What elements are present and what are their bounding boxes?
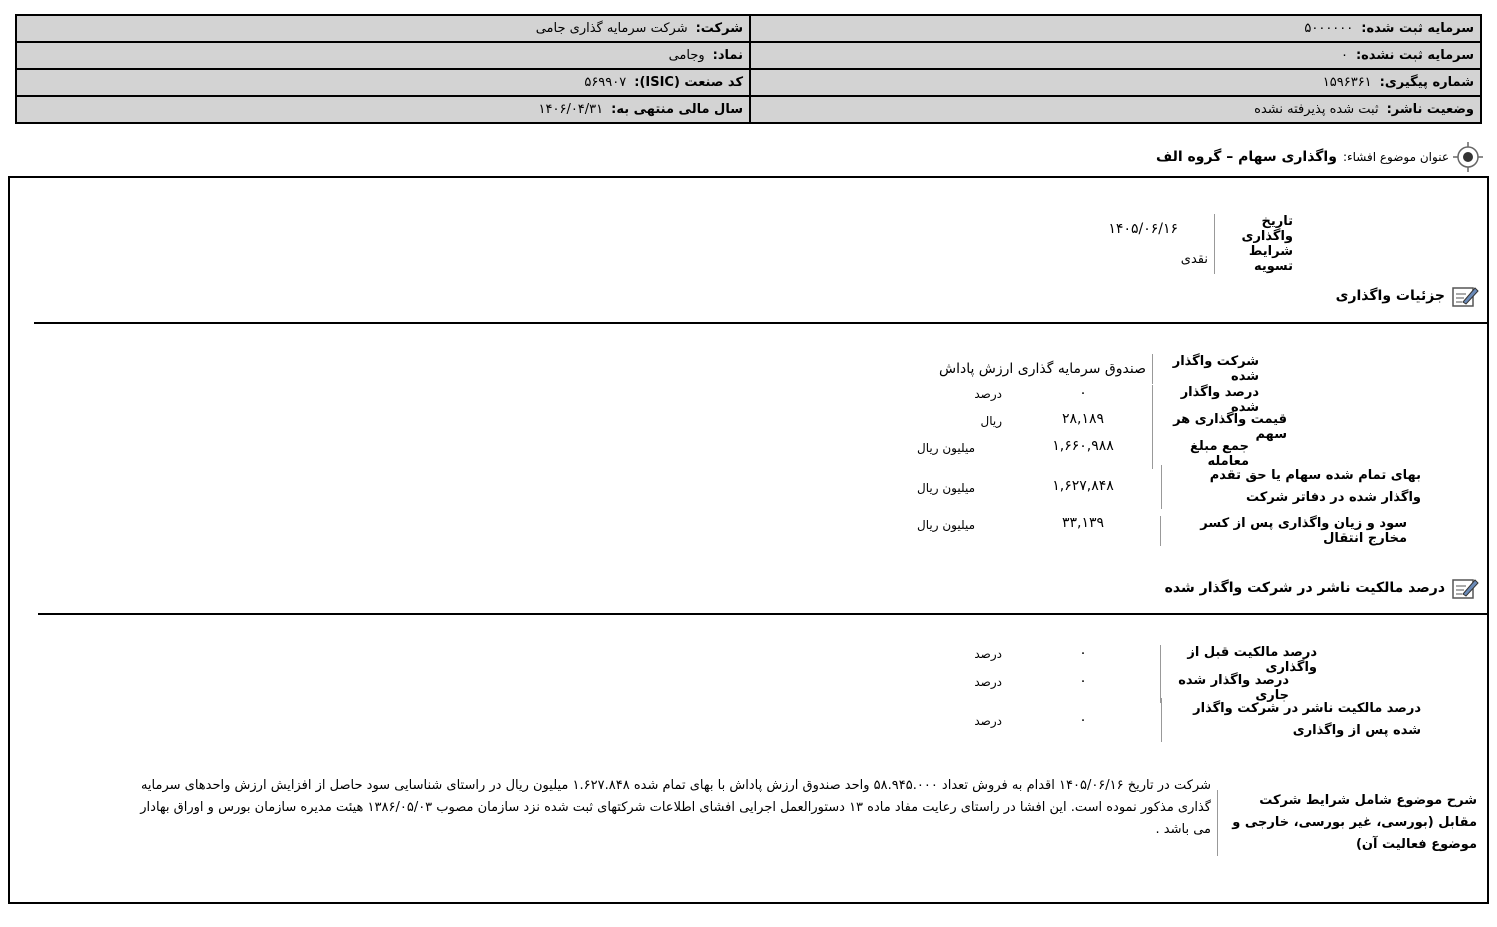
status-cell [750, 96, 1481, 123]
ownership-title: درصد مالکیت ناشر در شرکت واگذار شده [1164, 580, 1445, 596]
current-transfer-value: ۰ [1079, 673, 1087, 689]
ownership-section-header [1165, 576, 1479, 600]
isic-value: ۵۶۹۹۰۷ [584, 75, 627, 90]
details-divider [34, 322, 1489, 324]
profit-row [1160, 516, 1407, 546]
symbol-value: وجامی [668, 48, 705, 63]
transferred-company-row [939, 354, 1259, 384]
unreg-capital-cell [750, 42, 1481, 69]
fiscal-cell [16, 96, 750, 123]
company-value: شرکت سرمایه گذاری جامی [535, 21, 688, 36]
ownership-after-row [1161, 698, 1421, 742]
symbol-label: نماد: [712, 48, 743, 63]
symbol-cell [16, 42, 750, 69]
tracking-cell [750, 69, 1481, 96]
ownership-after-label: درصد مالکیت ناشر در شرکت واگذار شده پس از واگذاری [1161, 698, 1421, 742]
total-amount-unit: میلیون ریال [917, 441, 975, 455]
total-amount-label: جمع مبلغ معامله [1152, 439, 1249, 469]
company-info-table [15, 14, 1482, 124]
company-cell [16, 15, 750, 42]
ownership-divider [38, 613, 1489, 615]
ownership-before-label: درصد مالکیت قبل از واگذاری [1160, 645, 1317, 675]
ownership-after-unit: درصد [974, 714, 1002, 728]
share-price-row [1152, 412, 1287, 442]
reg-capital-cell [750, 15, 1481, 42]
target-icon [1453, 142, 1483, 172]
settlement-value: نقدی [1180, 251, 1208, 267]
fiscal-label: سال مالی منتهی به: [611, 102, 743, 117]
ownership-before-row [1160, 645, 1317, 675]
company-label: شرکت: [695, 21, 743, 36]
status-value: ثبت شده پذیرفته نشده [1254, 102, 1379, 117]
unreg-capital-label: سرمایه ثبت نشده: [1355, 48, 1474, 63]
current-transfer-unit: درصد [974, 675, 1002, 689]
ownership-after-value: ۰ [1079, 712, 1087, 728]
profit-value: ۳۳,۱۳۹ [1061, 515, 1105, 531]
transferred-company-label: شرکت واگذار شده [1152, 354, 1259, 384]
edit-note-icon [1451, 576, 1479, 600]
reg-capital-value: ۵۰۰۰۰۰۰ [1304, 21, 1354, 36]
transferred-percent-label: درصد واگذار شده [1152, 385, 1259, 415]
ownership-before-value: ۰ [1079, 645, 1087, 661]
transferred-company-value: صندوق سرمایه گذاری ارزش پاداش [938, 361, 1146, 377]
share-price-label: قیمت واگذاری هر سهم [1152, 412, 1287, 442]
details-section-header [1336, 284, 1479, 308]
unreg-capital-value: ۰ [1340, 48, 1348, 63]
isic-cell [16, 69, 750, 96]
transfer-date-value: ۱۴۰۵/۰۶/۱۶ [1108, 221, 1178, 237]
details-title: جزئیات واگذاری [1335, 288, 1445, 304]
subject-value: واگذاری سهام – گروه الف [1155, 149, 1337, 165]
isic-label: کد صنعت (ISIC): [634, 75, 743, 90]
profit-unit: میلیون ریال [917, 518, 975, 532]
ownership-before-unit: درصد [974, 647, 1002, 661]
cost-value: ۱,۶۲۷,۸۴۸ [1052, 478, 1114, 494]
description-label: شرح موضوع شامل شرایط شرکت مقابل (بورسی، غیر بورسی، خارجی و موضوع فعالیت آن) [1217, 790, 1477, 856]
edit-note-icon [1451, 284, 1479, 308]
cost-unit: میلیون ریال [917, 481, 975, 495]
cost-row [1161, 465, 1421, 509]
share-price-unit: ریال [980, 414, 1002, 428]
profit-label: سود و زیان واگذاری پس از کسر مخارج انتقال [1160, 516, 1407, 546]
status-label: وضعیت ناشر: [1386, 102, 1474, 117]
transferred-percent-row [1152, 385, 1259, 415]
tracking-label: شماره پیگیری: [1379, 75, 1474, 90]
subject-line [1156, 142, 1483, 172]
transfer-date-row [1108, 214, 1293, 244]
cost-label: بهای تمام شده سهام یا حق تقدم واگذار شده در دفاتر شرکت [1161, 465, 1421, 509]
transfer-date-label: تاریخ واگذاری [1214, 214, 1293, 244]
total-amount-value: ۱,۶۶۰,۹۸۸ [1052, 438, 1114, 454]
tracking-value: ۱۵۹۶۳۶۱ [1322, 75, 1372, 90]
settlement-row [1181, 244, 1293, 274]
current-transfer-label: درصد واگذار شده جاری [1160, 673, 1289, 703]
reg-capital-label: سرمایه ثبت شده: [1361, 21, 1474, 36]
description-row [1217, 790, 1477, 856]
share-price-value: ۲۸,۱۸۹ [1061, 411, 1105, 427]
description-text: شرکت در تاریخ ۱۴۰۵/۰۶/۱۶ اقدام به فروش تعداد ۵۸.۹۴۵.۰۰۰ واحد صندوق ارزش پاداش با بهای تمام شده ۱.۶۲۷.۸۴۸ میلیون ریال در راستای شناسایی سود حاصل از افزایش ارزش واحدهای سرمایه گذاری مذکور نموده است. این افشا در راستای رعایت مفاد ماده ۱۳ دستورالعمل اجرایی افشای اطلاعات شرکتهای ثبت شده نزد سازمان مصوب ۱۳۸۶/۰۵/۰۳ هیئت مدیره سازمان بورس و اوراق بهادار می باشد . [140, 778, 1211, 837]
settlement-label: شرایط تسویه [1214, 244, 1293, 274]
subject-label: عنوان موضوع افشاء: [1342, 150, 1449, 164]
transferred-percent-value: ۰ [1079, 385, 1087, 401]
fiscal-value: ۱۴۰۶/۰۴/۳۱ [538, 102, 604, 117]
transferred-percent-unit: درصد [974, 387, 1002, 401]
